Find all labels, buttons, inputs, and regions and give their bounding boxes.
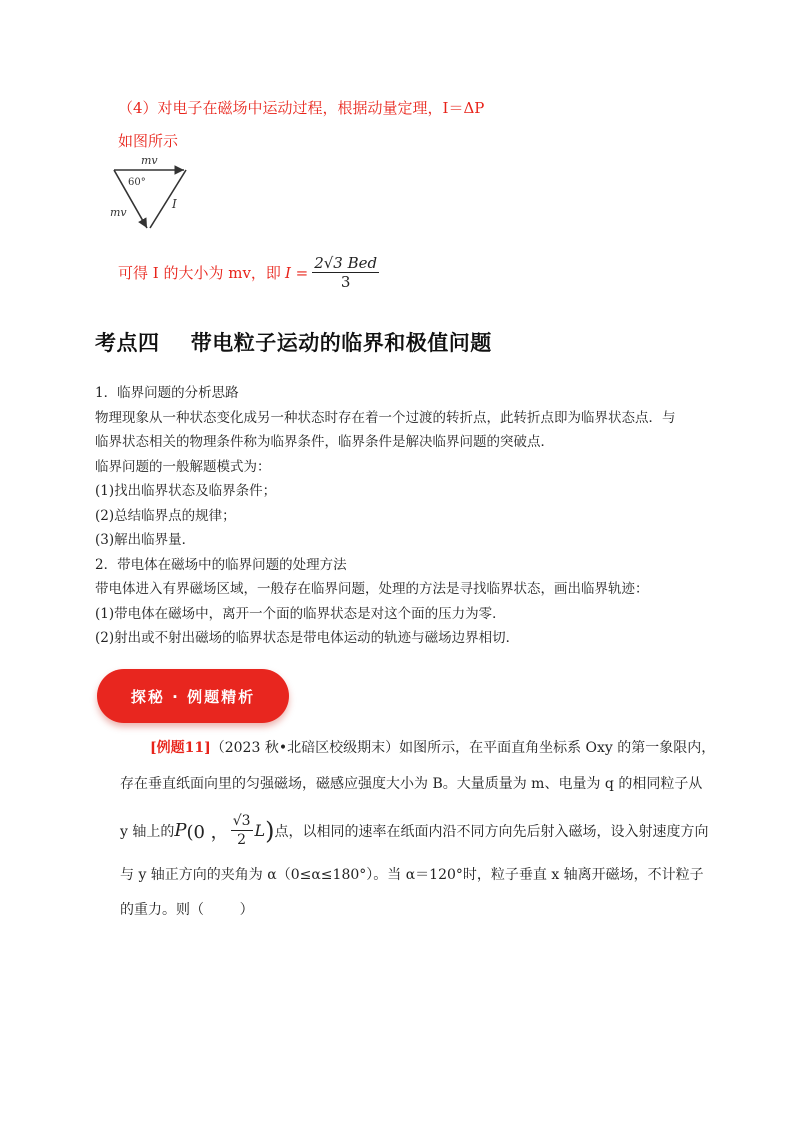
point-P: P [174, 820, 187, 841]
section-body [95, 381, 715, 651]
paragraph: (1)找出临界状态及临界条件； [95, 483, 277, 499]
angle-label: 60° [128, 177, 146, 188]
result-denominator: 3 [340, 273, 351, 291]
paragraph: 带电体进入有界磁场区域，一般存在临界问题，处理的方法是寻找临界状态，画出临界轨迹： [95, 581, 649, 597]
paragraph: (1)带电体在磁场中，离开一个面的临界状态是对这个面的压力为零． [95, 605, 506, 622]
coordinate-fraction: $\frac{√3}{2}$ [232, 813, 251, 848]
result-fraction [312, 254, 379, 291]
example-line-2: 存在垂直纸面向里的匀强磁场，磁感应强度大小为 B。大量质量为 m、电量为 q 的相同粒子从 [120, 776, 703, 792]
left-mv-label: mv [110, 206, 127, 219]
paragraph: 临界状态相关的物理条件称为临界条件，临界条件是解决临界问题的突破点． [95, 434, 554, 450]
impulse-vector [150, 170, 186, 228]
momentum-triangle-figure [108, 150, 218, 239]
example-section-badge: 探秘 · 例题精析 [97, 669, 289, 723]
example-line-3: y 轴上的 P (0 ， $\frac{√3}{2}$ L ) 点，以相同的速率在纸面内沿不同方向先后射入磁场，设入射速度方向 [120, 813, 709, 848]
paragraph: (3)解出临界量． [95, 532, 196, 548]
result-line [118, 254, 379, 291]
paragraph: 物理现象从一种状态变化成另一种状态时存在着一个过渡的转折点，此转折点即为临界状态点．与 [95, 409, 676, 426]
section-title: 考点四 带电粒子运动的临界和极值问题 [95, 331, 492, 355]
paragraph: (2)总结临界点的规律； [95, 507, 236, 524]
example-line-5: 的重力。则（ ） [120, 902, 254, 918]
result-numerator: 2√3 Bed [314, 254, 378, 272]
result-lhs: I = [284, 263, 309, 282]
top-mv-label: mv [141, 154, 158, 167]
example-line-4: 与 y 轴正方向的夹角为 α（0≤α≤180°）。当 α＝120°时，粒子垂直 x 轴离开磁场，不计粒子 [120, 867, 704, 883]
example-line-1: [例题11]（2023 秋•北碚区校级期末）如图所示，在平面直角坐标系 Oxy 的第一象限内， [150, 740, 716, 756]
as-shown-note: 如图所示 [118, 132, 179, 150]
paragraph: 2．带电体在磁场中的临界问题的处理方法 [95, 556, 347, 573]
solution-step-4: （4）对电子在磁场中运动过程，根据动量定理，I＝ΔP [118, 99, 485, 117]
result-prefix: 可得 I 的大小为 mv，即 [118, 264, 281, 282]
impulse-label: I [172, 197, 177, 211]
paragraph: 临界问题的一般解题模式为： [95, 458, 271, 475]
paragraph: 1．临界问题的分析思路 [95, 385, 239, 401]
paragraph: (2)射出或不射出磁场的临界状态是带电体运动的轨迹与磁场边界相切． [95, 630, 520, 646]
example-tag: [例题11] [150, 740, 211, 756]
